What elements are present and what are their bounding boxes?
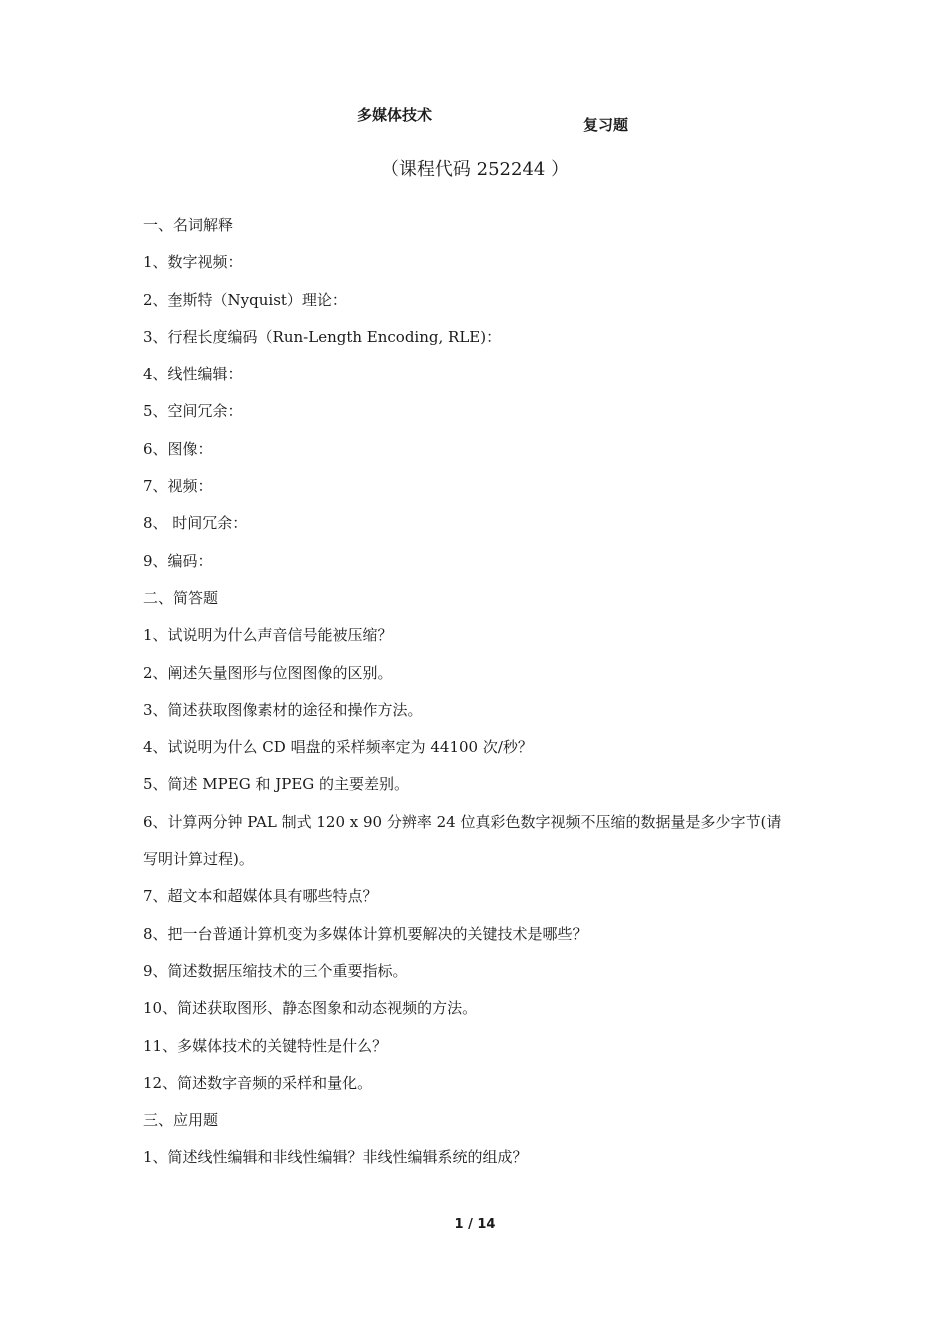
question-list (143, 212, 823, 1182)
list-item: 1、数字视频： (143, 253, 243, 272)
list-item: 7、视频： (143, 477, 213, 496)
list-item: 11、多媒体技术的关键特性是什么？ (143, 1036, 388, 1055)
list-item: 3、行程长度编码（Run-Length Encoding, RLE)： (143, 327, 502, 346)
list-item: 1、简述线性编辑和非线性编辑？非线性编辑系统的组成？ (143, 1148, 528, 1167)
list-item: 4、试说明为什么 CD 唱盘的采样频率定为 44100 次/秒？ (143, 738, 533, 757)
list-item: 3、简述获取图像素材的途径和操作方法。 (143, 700, 423, 719)
course-code: （课程代码 252244 ） (380, 159, 570, 180)
list-item: 10、简述获取图形、静态图象和动态视频的方法。 (143, 999, 478, 1018)
section-heading: 二、简答题 (143, 588, 219, 607)
list-item: 8、把一台普通计算机变为多媒体计算机要解决的关键技术是哪些？ (143, 924, 588, 943)
doc-title: 多媒体技术 (357, 106, 433, 124)
list-item: 8、 时间冗余： (143, 514, 248, 533)
list-item-continuation: 写明计算过程)。 (143, 850, 254, 869)
list-item: 9、编码： (143, 551, 213, 570)
list-item: 2、阐述矢量图形与位图图像的区别。 (143, 663, 393, 682)
page-indicator: 1 / 14 (454, 1217, 496, 1232)
list-item: 5、简述 MPEG 和 JPEG 的主要差别。 (143, 775, 410, 794)
list-item: 6、计算两分钟 PAL 制式 120 x 90 分辨率 24 位真彩色数字视频不压缩的数据量是多少字节(请 (143, 812, 782, 831)
list-item: 5、空间冗余： (143, 402, 243, 421)
doc-subtitle: 复习题 (583, 116, 629, 134)
list-item: 6、图像： (143, 439, 213, 458)
list-item: 9、简述数据压缩技术的三个重要指标。 (143, 961, 408, 980)
list-item: 1、试说明为什么声音信号能被压缩？ (143, 626, 393, 645)
list-item: 4、线性编辑： (143, 365, 243, 384)
section-heading: 一、名词解释 (143, 216, 234, 234)
list-item: 7、超文本和超媒体具有哪些特点？ (143, 887, 378, 906)
list-item: 12、简述数字音频的采样和量化。 (143, 1073, 373, 1092)
list-item: 2、奎斯特（Nyquist）理论： (143, 290, 347, 309)
section-heading: 三、应用题 (143, 1111, 219, 1130)
